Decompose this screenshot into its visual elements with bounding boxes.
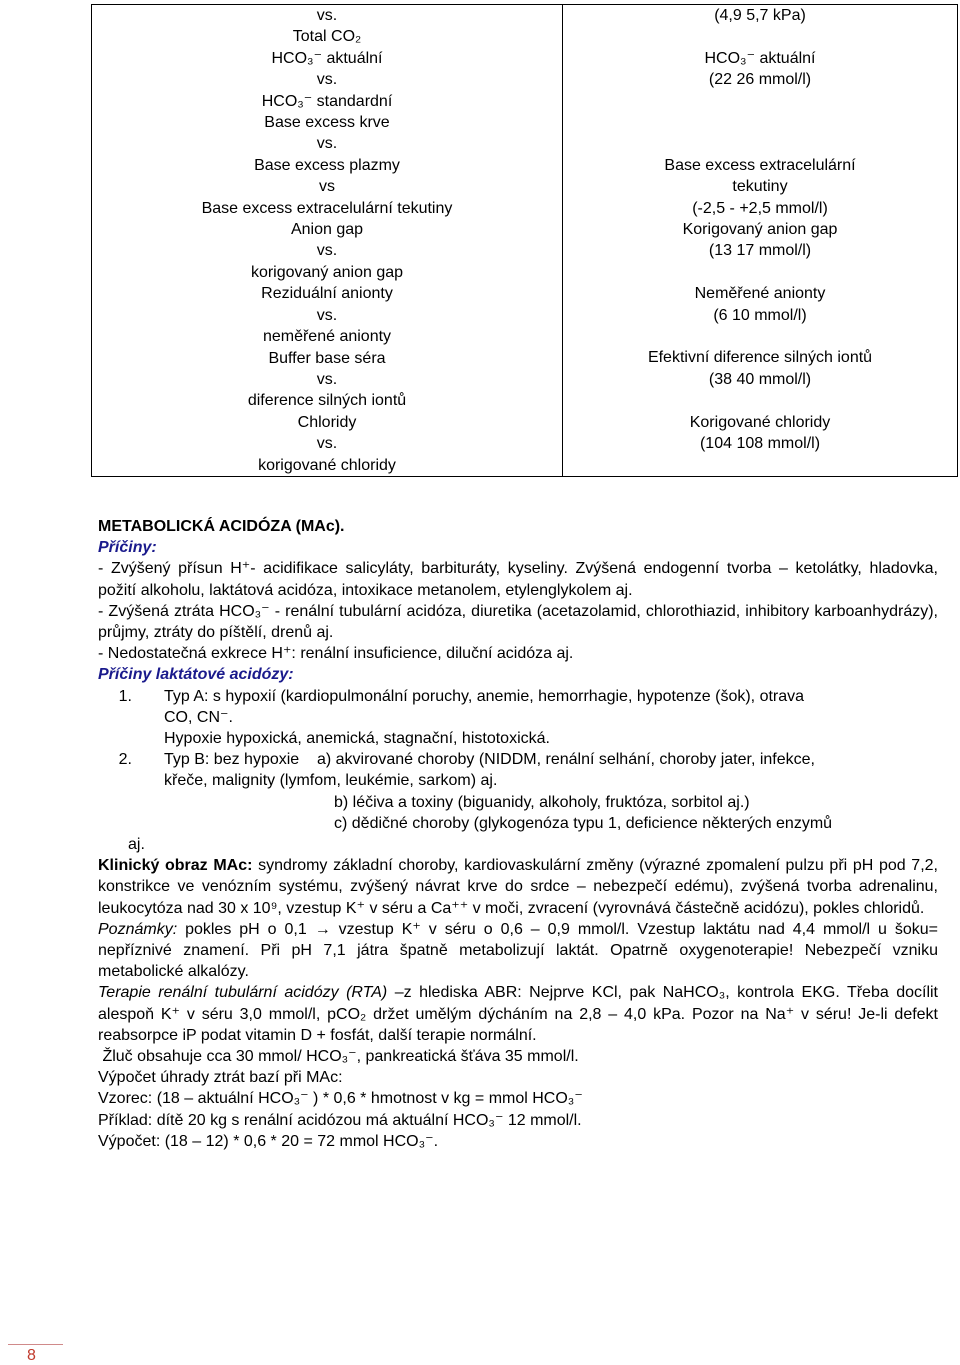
table-right-line (563, 112, 957, 133)
list-item-2-cont: aj. (128, 836, 145, 854)
calculation-line: Výpočet: (18 – 12) * 0,6 * 20 = 72 mmol HCO₃⁻. (98, 1132, 439, 1150)
table-left-line: Total CO₂ (292, 28, 362, 46)
table-left-line: korigovaný anion gap (250, 263, 404, 281)
cause-1: - Zvýšený přísun H⁺- acidifikace salicyláty, barbituráty, kyseliny. Zvýšená endogenní tvorba – ketolátky, hladovka, požití alkoholu, laktátová acidóza, intoxikace metanolem, etylenglykolem aj. (98, 560, 938, 599)
table-left-line: Anion gap (290, 221, 364, 239)
list-number: 1. (118, 687, 132, 705)
table-left-line: Chloridy (297, 413, 357, 431)
formula-line: Vzorec: (18 – aktuální HCO₃⁻ ) * 0,6 * hmotnost v kg = mmol HCO₃⁻ (98, 1090, 583, 1108)
list-item-2-cont: b) léčiva a toxiny (biguanidy, alkoholy, fruktóza, sorbitol aj.) (334, 793, 750, 811)
table-right-line (563, 26, 957, 47)
table-left-line: vs. (316, 435, 338, 453)
table-left-cell (92, 5, 563, 477)
section-heading: METABOLICKÁ ACIDÓZA (MAc). (98, 518, 345, 535)
table-left-line: vs. (316, 242, 338, 260)
table-right-line (563, 326, 957, 347)
table-right-line: tekutiny (732, 178, 788, 196)
table-left-line: vs. (316, 370, 338, 388)
table-left-line: Base excess plazmy (254, 156, 400, 174)
table-right-line: (-2,5 - +2,5 mmol/l) (692, 199, 828, 217)
table-right-cell (563, 5, 958, 477)
table-left-line: vs. (316, 135, 338, 153)
cause-3: - Nedostatečná exkrece H⁺: renální insuficience, diluční acidóza aj. (98, 645, 574, 663)
table-right-line: (38 40 mmol/l) (708, 370, 812, 388)
table-left-line: vs. (316, 306, 338, 324)
list-number: 2. (118, 751, 132, 769)
table-left-line: vs (319, 178, 335, 196)
table-left-line: vs. (316, 7, 338, 24)
table-left-line: korigované chloridy (258, 456, 396, 474)
table-right-line (563, 133, 957, 154)
table-left-line: Base excess krve (264, 114, 390, 132)
notes-paragraph: Poznámky: pokles pH o 0,1 → vzestup K⁺ v séru o 0,6 – 0,9 mmol/l. Vzestup laktátu nad 4,4 mmol/l u šoku= nepříznivé znamení. Při pH 7,1 játra špatně metabolizují laktát. Opatrně oxygenoterapie! Nebezpečí vzniku metabolické alkalózy. (98, 920, 938, 981)
list-item-1-cont: Hypoxie hypoxická, anemická, stagnační, histotoxická. (164, 730, 550, 748)
example-line: Příklad: dítě 20 kg s renální acidózou má aktuální HCO₃⁻ 12 mmol/l. (98, 1111, 582, 1129)
table-right-line (563, 262, 957, 283)
table-left-line: neměřené anionty (262, 328, 392, 346)
table-right-line: Efektivní diference silných iontů (647, 349, 873, 367)
table-left-line: HCO₃⁻ standardní (261, 92, 393, 110)
table-right-line: Korigovaný anion gap (682, 221, 838, 238)
rta-paragraph: Terapie renální tubulární acidózy (RTA) –z hlediska ABR: Nejprve KCl, pak NaHCO₃, kontrola EKG. Třeba docílit alespoň K⁺ v séru 3,0 mmol/l, pCO₂ držet umělým dýcháním na 2,8 – 4,0 kPa. Pozor na Na⁺ v séru! Je-li defekt reabsorpce iP podat vitamin D + fosfát, další terapie normální. (98, 984, 939, 1044)
bile-line: Žluč obsahuje cca 30 mmol/ HCO₃⁻, pankreatická šťáva 35 mmol/l. (98, 1048, 579, 1066)
table-right-line: (22 26 mmol/l) (708, 71, 812, 89)
table-right-line: (104 108 mmol/l) (699, 435, 821, 453)
table-left-line: Base excess extracelulární tekutiny (201, 199, 453, 217)
table-left-line: vs. (316, 71, 338, 89)
table-right-line: HCO₃⁻ aktuální (704, 49, 816, 67)
list-item-2: 2. Typ B: bez hypoxie a) akvirované choroby (NIDDM, renální selhání, choroby jater, infekce, (98, 749, 938, 770)
page-number: 8 (27, 1347, 36, 1364)
table-left-line: Buffer base séra (268, 349, 386, 367)
list-item-2-cont: c) dědičné choroby (glykogenóza typu 1, deficience některých enzymů (334, 814, 833, 832)
causes-title: Příčiny: (98, 539, 157, 557)
table-right-line: Korigované chloridy (689, 413, 831, 431)
list-item-1-cont: CO, CN⁻. (164, 708, 233, 726)
table-left-line: Reziduální anionty (261, 285, 393, 303)
table-right-line (563, 390, 957, 411)
clinical-paragraph: Klinický obraz MAc: syndromy základní choroby, kardiovaskulární změny (výrazné zpomalení pulzu při pH pod 7,2, konstrikce ve venózním systému, zvýšený návrat krve do srdce – nebezpečí edému), zvýšená tvorba adrenalinu, leukocytóza nad 30 x 10⁹, vzestup K⁺ v séru a Ca⁺⁺ v moči, zvracení (vyrovnává částečně acidózu), pokles chloridů. (98, 857, 938, 917)
table-left-line: HCO₃⁻ aktuální (271, 49, 383, 67)
footer-rule (8, 1344, 63, 1345)
table-right-line: (13 17 mmol/l) (708, 242, 812, 260)
list-item-2-cont: křeče, malignity (lymfom, leukémie, sarkom) aj. (164, 772, 498, 790)
table-right-line (563, 91, 957, 112)
table-left-line: diference silných iontů (247, 392, 407, 410)
comparison-table (91, 4, 958, 477)
lactate-causes-title: Příčiny laktátové acidózy: (98, 666, 294, 684)
list-item-1: 1. Typ A: s hypoxií (kardiopulmonální poruchy, anemie, hemorrhagie, hypotenze (šok), otrava (98, 686, 938, 707)
table-right-line: Neměřené anionty (694, 285, 826, 303)
calculation-title: Výpočet úhrady ztrát bazí při MAc: (98, 1069, 343, 1087)
table-right-line: (4,9 5,7 kPa) (714, 7, 806, 24)
table-right-line: (6 10 mmol/l) (713, 306, 807, 324)
table-right-line: Base excess extracelulární (664, 156, 856, 174)
document-body (98, 516, 938, 1152)
cause-2: - Zvýšená ztráta HCO₃⁻ - renální tubulární acidóza, diuretika (acetazolamid, chlorothiazid, inhibitory karboanhydrázy), průjmy, ztráty do píštělí, drenů aj. (98, 602, 938, 642)
